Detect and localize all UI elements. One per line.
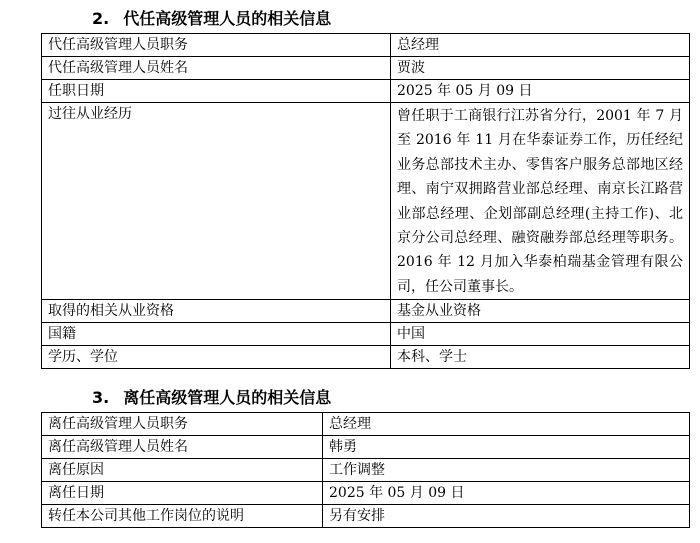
section-number: 3. [92,388,110,407]
row-label: 过往从业经历 [42,103,391,300]
row-value: 贾波 [391,57,690,80]
row-value: 2025 年 05 月 09 日 [391,80,690,103]
table-row [42,34,690,57]
table-row [42,57,690,80]
row-value: 另有安排 [323,505,690,528]
section-3-heading [92,385,331,408]
acting-manager-info-table [41,33,690,369]
section-2-heading [92,6,331,29]
row-value: 中国 [391,323,690,346]
row-label: 转任本公司其他工作岗位的说明 [42,505,323,528]
table-row [42,482,690,505]
section-title: 离任高级管理人员的相关信息 [123,388,332,407]
row-label: 离任原因 [42,459,323,482]
table-row [42,505,690,528]
row-value: 总经理 [391,34,690,57]
row-value: 本科、学士 [391,346,690,369]
table-row [42,459,690,482]
row-label: 离任高级管理人员姓名 [42,436,323,459]
row-value: 工作调整 [323,459,690,482]
row-label: 取得的相关从业资格 [42,300,391,323]
row-value: 基金从业资格 [391,300,690,323]
row-value: 总经理 [323,413,690,436]
section-title: 代任高级管理人员的相关信息 [123,9,332,28]
row-value: 2025 年 05 月 09 日 [323,482,690,505]
table-row [42,436,690,459]
table-row [42,346,690,369]
table-row [42,323,690,346]
row-value: 韩勇 [323,436,690,459]
row-label: 代任高级管理人员职务 [42,34,391,57]
row-value: 曾任职于工商银行江苏省分行，2001 年 7 月至 2016 年 11 月在华泰证券工作，历任经纪业务总部技术主办、零售客户服务总部地区经理、南宁双拥路营业部总经理、南京长江路营业部总经理、企划部副总经理(主持工作)、北京分公司总经理、融资融券部总经理等职务。2016 年 12 月加入华泰柏瑞基金管理有限公司，任公司董事长。 [391,103,690,300]
table-row [42,80,690,103]
row-label: 离任日期 [42,482,323,505]
row-label: 国籍 [42,323,391,346]
row-label: 离任高级管理人员职务 [42,413,323,436]
row-label: 代任高级管理人员姓名 [42,57,391,80]
departing-manager-info-table [41,412,690,528]
table-row [42,300,690,323]
table-row [42,103,690,300]
row-label: 任职日期 [42,80,391,103]
section-number: 2. [92,9,110,28]
row-label: 学历、学位 [42,346,391,369]
table-row [42,413,690,436]
